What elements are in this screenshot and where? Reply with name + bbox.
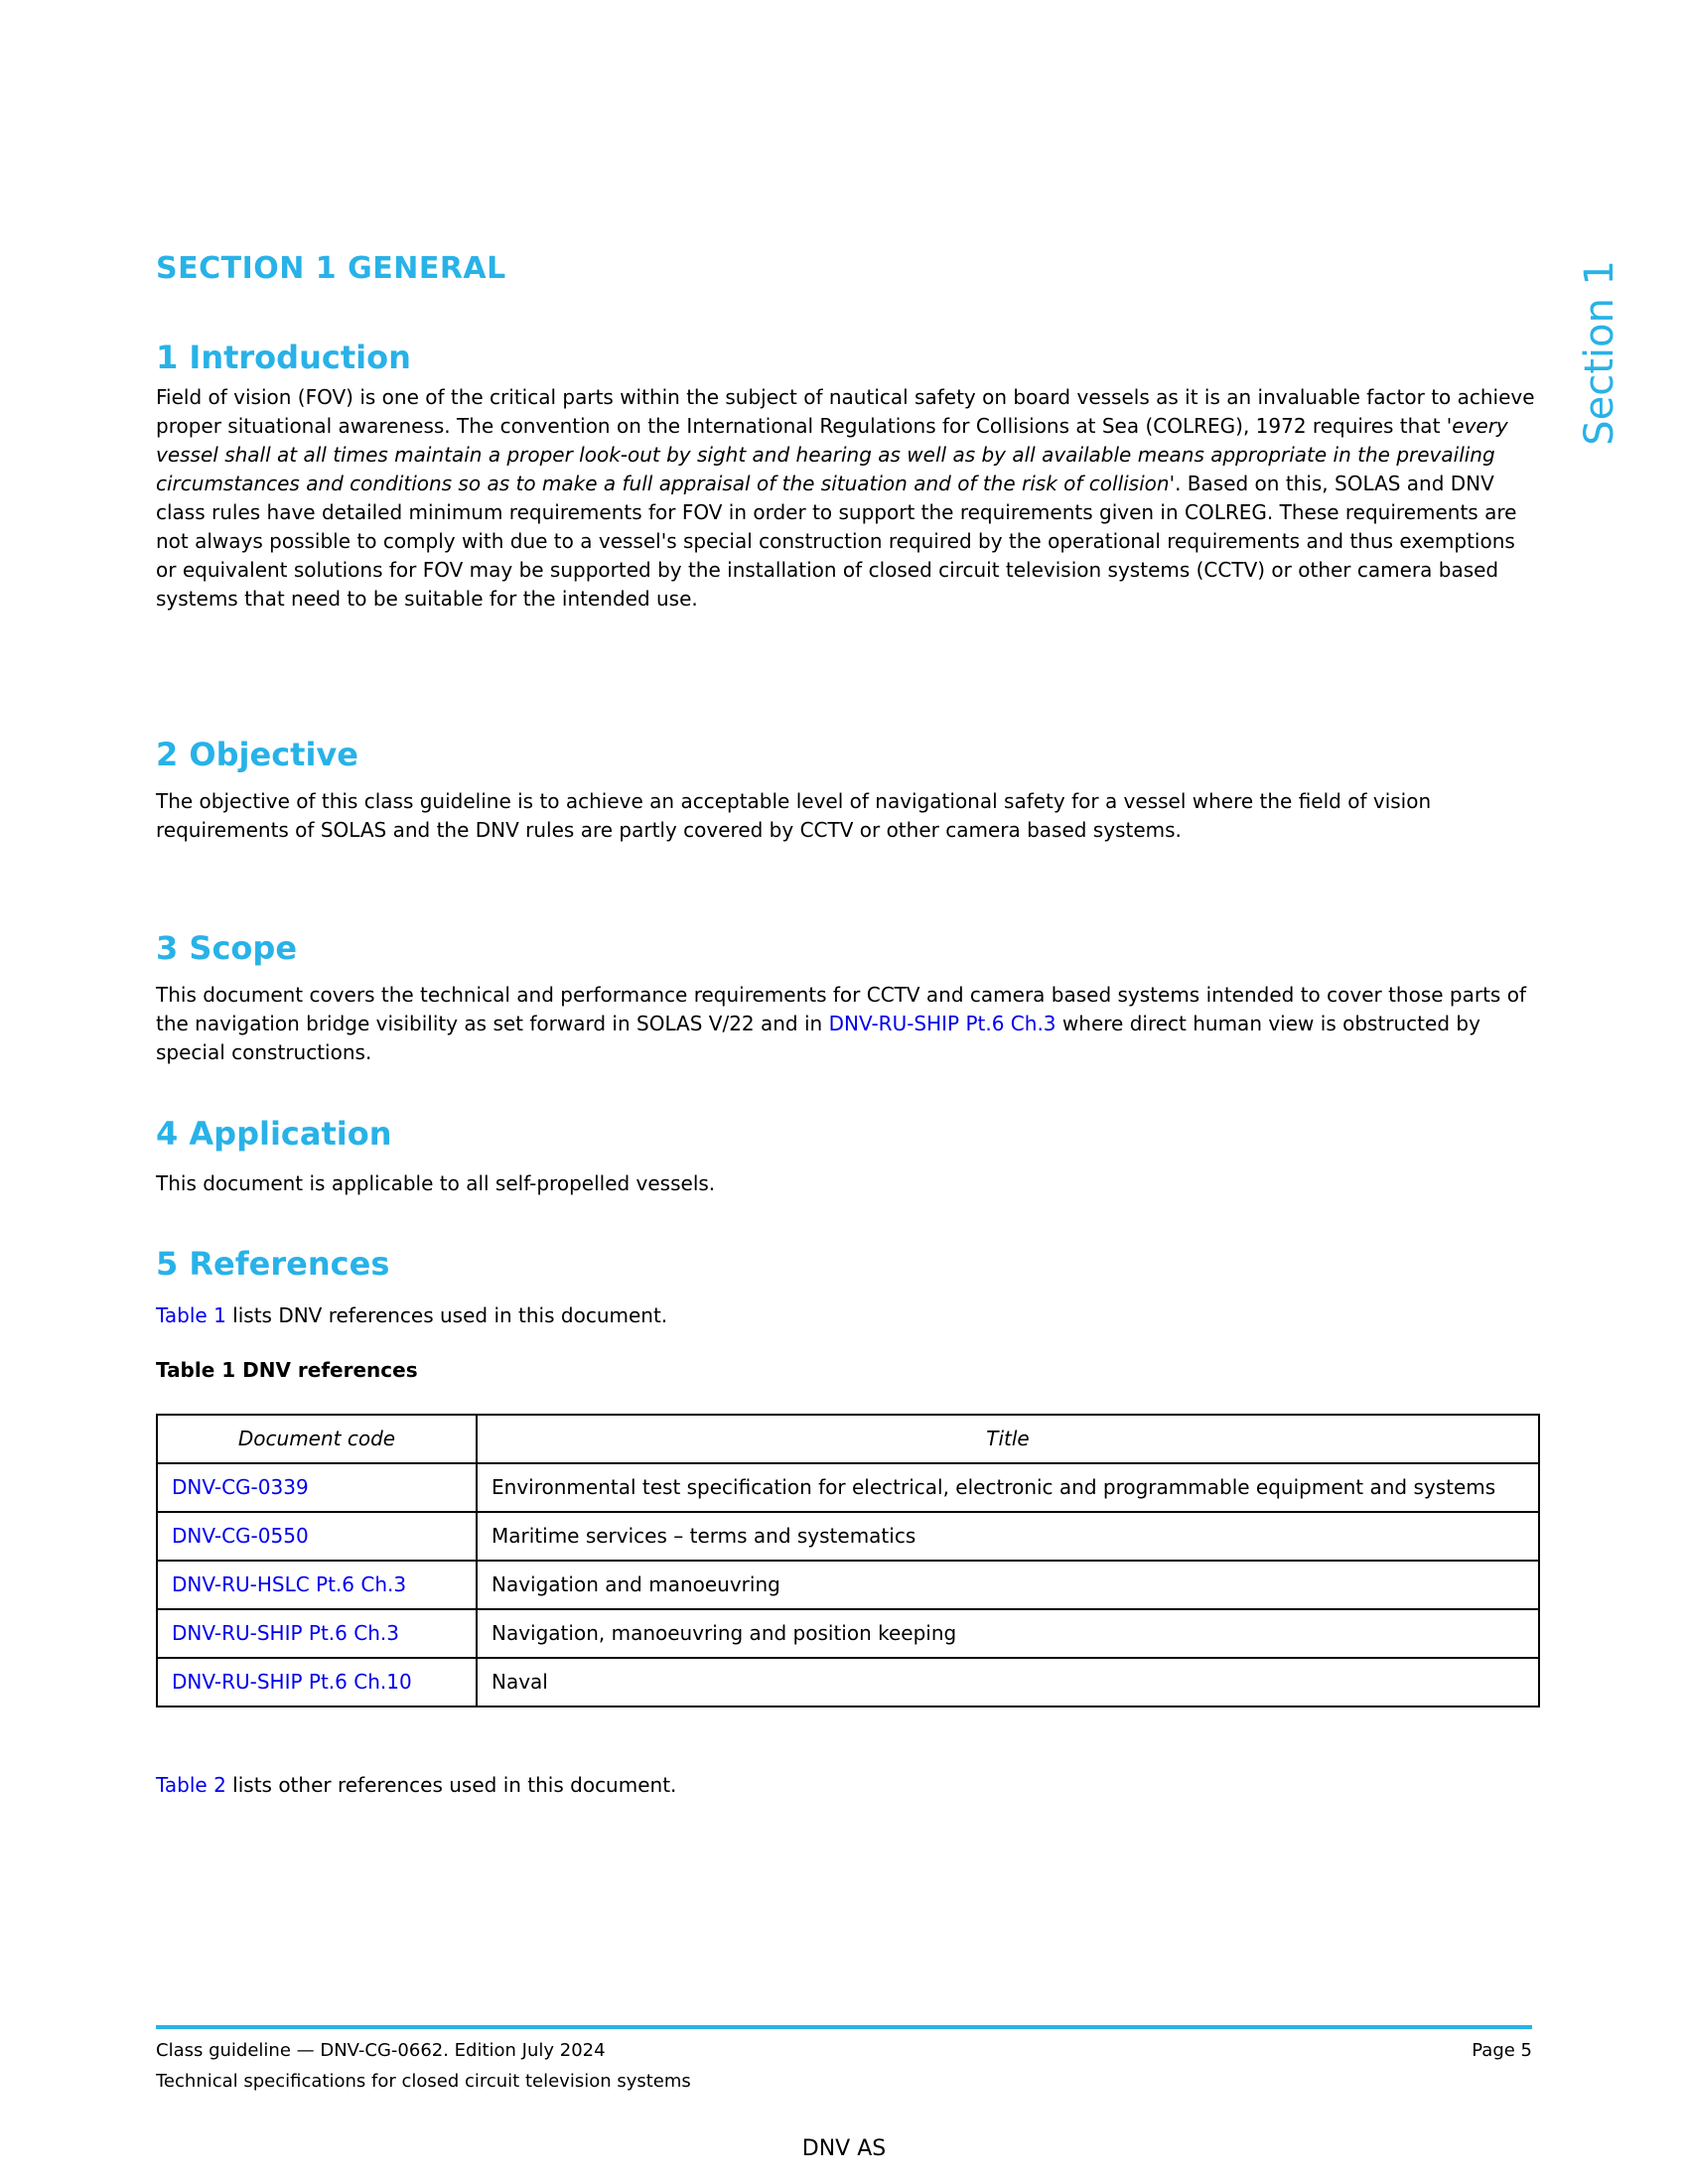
footer-divider <box>156 2025 1532 2029</box>
link-table-2[interactable]: Table 2 <box>156 1773 226 1797</box>
section-side-tab <box>1577 260 1624 469</box>
heading-references: 5 References <box>156 1245 390 1283</box>
paragraph-introduction <box>156 383 1538 614</box>
table-row <box>157 1512 1539 1561</box>
table-cell-title: Maritime services – terms and systematics <box>477 1512 1539 1561</box>
table-row <box>157 1561 1539 1609</box>
paragraph-table1-lead <box>156 1301 1538 1330</box>
column-header-title: Title <box>477 1415 1539 1463</box>
link-dnv-ru-ship-pt6-ch3-row[interactable]: DNV-RU-SHIP Pt.6 Ch.3 <box>172 1621 399 1645</box>
section-banner: SECTION 1 GENERAL <box>156 251 506 286</box>
dnv-references-table <box>156 1414 1540 1707</box>
heading-application: 4 Application <box>156 1115 392 1153</box>
link-dnv-cg-0339[interactable]: DNV-CG-0339 <box>172 1475 309 1499</box>
column-header-document-code: Document code <box>157 1415 477 1463</box>
introduction-text-before-quote: Field of vision (FOV) is one of the critical parts within the subject of nautical safety on board vessels as it is an invaluable factor to achieve proper situational awareness. The convention on the International Regulations for Collisions at Sea (COLREG), 1972 requires that <box>156 385 1535 438</box>
paragraph-objective: The objective of this class guideline is to achieve an acceptable level of navigational safety for a vessel where the field of vision requirements of SOLAS and the DNV rules are partly covered by CCTV or other camera based systems. <box>156 789 1432 842</box>
footer-page-number: Page 5 <box>1472 2040 1532 2061</box>
scope-text-after-link: where direct human view is obstructed by special constructions. <box>156 1012 1480 1064</box>
link-dnv-ru-ship-pt6-ch10[interactable]: DNV-RU-SHIP Pt.6 Ch.10 <box>172 1670 412 1694</box>
footer-company: DNV AS <box>801 2136 887 2161</box>
paragraph-table2-lead <box>156 1771 1538 1800</box>
footer-document-subtitle: Technical specifications for closed circuit television systems <box>156 2071 691 2092</box>
introduction-quote-italic: 'every vessel shall at all times maintain a proper look-out by sight and hearing as well as by all available means appropriate in the prevailing circumstances and conditions so as to make a full appraisal of the situation and of the risk of collision' <box>156 414 1508 495</box>
link-dnv-cg-0550[interactable]: DNV-CG-0550 <box>172 1524 309 1548</box>
section-side-tab-label: Section 1 <box>1577 260 1622 446</box>
heading-scope: 3 Scope <box>156 929 298 967</box>
table-cell-title: Naval <box>477 1658 1539 1706</box>
paragraph-application: This document is applicable to all self-propelled vessels. <box>156 1171 716 1195</box>
footer-guideline-edition: Class guideline — DNV-CG-0662. Edition July 2024 <box>156 2040 606 2061</box>
table-row <box>157 1463 1539 1512</box>
table-header-row <box>157 1415 1539 1463</box>
table-caption: Table 1 DNV references <box>156 1358 418 1382</box>
table1-lead-rest: lists DNV references used in this document. <box>225 1303 668 1327</box>
table-cell-title: Navigation, manoeuvring and position keeping <box>477 1609 1539 1658</box>
table-cell-title: Environmental test specification for electrical, electronic and programmable equipment and systems <box>477 1463 1539 1512</box>
link-dnv-ru-hslc-pt6-ch3[interactable]: DNV-RU-HSLC Pt.6 Ch.3 <box>172 1572 407 1596</box>
table2-lead-rest: lists other references used in this document. <box>225 1773 677 1797</box>
link-dnv-ru-ship-pt6-ch3[interactable]: DNV-RU-SHIP Pt.6 Ch.3 <box>828 1012 1056 1035</box>
table-row <box>157 1609 1539 1658</box>
link-table-1[interactable]: Table 1 <box>156 1303 226 1327</box>
table-cell-title: Navigation and manoeuvring <box>477 1561 1539 1609</box>
table-row <box>157 1658 1539 1706</box>
paragraph-scope <box>156 981 1538 1067</box>
heading-objective: 2 Objective <box>156 736 358 773</box>
heading-introduction: 1 Introduction <box>156 339 411 376</box>
introduction-text-after-quote: . Based on this, SOLAS and DNV class rules have detailed minimum requirements for FOV in order to support the requirements given in COLREG. These requirements are not always possible to comply with due to a vessel's special construction required by the operational requirements and thus exemptions or equivalent solutions for FOV may be supported by the installation of closed circuit television systems (CCTV) or other camera based systems that need to be suitable for the intended use. <box>156 472 1517 611</box>
scope-text-before-link: This document covers the technical and performance requirements for CCTV and camera based systems intended to cover those parts of the navigation bridge visibility as set forward in SOLAS V/22 and in <box>156 983 1526 1035</box>
